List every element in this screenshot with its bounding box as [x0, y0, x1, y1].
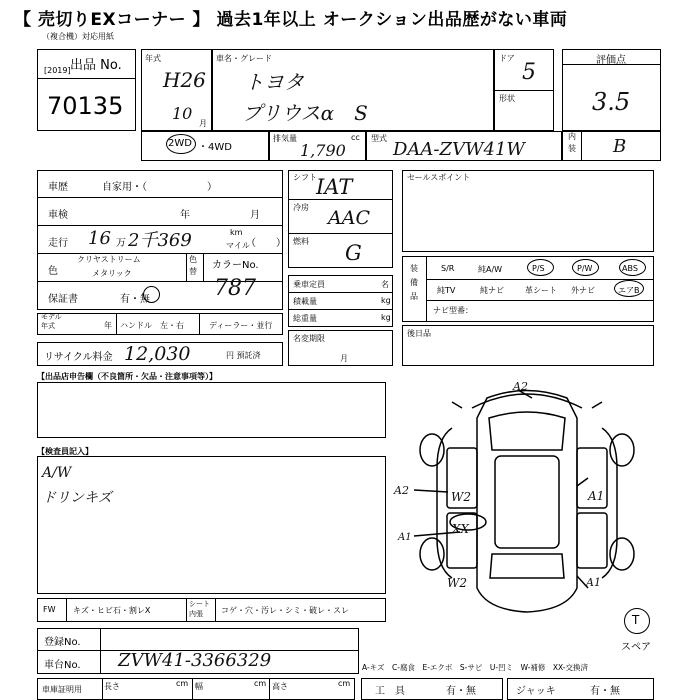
- tools-label: 工 具: [375, 686, 405, 697]
- interior-value: B: [613, 136, 627, 157]
- score-value: 3.5: [592, 88, 631, 116]
- load-label: 積載量: [293, 297, 317, 306]
- equip-leather: 革シート: [525, 286, 557, 295]
- sales-point-label: セールスポイント: [407, 173, 471, 182]
- model-row-handle: ハンドル 左・右: [120, 321, 184, 330]
- inspector-box: [37, 456, 386, 594]
- fuel-value: G: [345, 241, 362, 265]
- equip-abs-check: [619, 259, 646, 276]
- equip-airbag: エアB: [618, 286, 640, 295]
- doors-label: ドア: [499, 54, 515, 63]
- mark-a2-top: A2: [513, 380, 528, 393]
- equip-abs: ABS: [622, 264, 638, 273]
- fuel-label: 燃料: [293, 237, 309, 246]
- mark-a1-right: A1: [588, 489, 605, 503]
- cert-width-unit: cm: [254, 679, 267, 688]
- equip-ps: P/S: [532, 264, 545, 273]
- ac-value: AAC: [328, 207, 370, 229]
- warranty-label: 保証書: [48, 294, 78, 305]
- drive-2wd: 2WD: [168, 138, 192, 149]
- year-month-value: 10: [172, 104, 193, 123]
- inspection-year-unit: 年: [180, 210, 190, 221]
- drive-4wd: ・4WD: [198, 142, 232, 153]
- legend-seat-items: コゲ・穴・汚レ・シミ・破レ・スレ: [221, 606, 349, 615]
- recycle-unit: 円 預託済: [226, 351, 261, 360]
- cert-height-label: 高さ: [272, 682, 288, 691]
- later-items-label: 後日品: [407, 329, 431, 338]
- lot-label: 出品 No.: [70, 58, 122, 73]
- equip-tv: 純TV: [437, 286, 456, 295]
- shift-label: シフト: [293, 173, 317, 182]
- vehicle-label: 車名・グレード: [216, 54, 272, 63]
- recycle-value: 12,030: [124, 343, 191, 365]
- lot-year-tag: [2019]: [44, 66, 71, 75]
- weight-unit: kg: [381, 313, 391, 322]
- score-label: 評価点: [596, 55, 626, 66]
- inspection-label: 車検: [48, 210, 68, 221]
- legend-seat-label: シート内張: [189, 600, 210, 618]
- body-shape-label: 形状: [499, 94, 515, 103]
- later-items-box: [402, 325, 654, 366]
- year-era-value: H26: [163, 68, 206, 92]
- color-change-label: 色替: [189, 255, 197, 276]
- equip-pw-check: [572, 259, 599, 276]
- mark-a1-bottom: A1: [586, 576, 601, 589]
- vehicle-maker: トヨタ: [244, 70, 304, 94]
- mileage-mile-unit: マイル: [226, 241, 250, 250]
- mark-a2-left: A2: [394, 484, 409, 497]
- warranty-selected-mark: [143, 286, 160, 303]
- cert-length-label: 長さ: [104, 682, 120, 691]
- mileage-man-unit: 万: [116, 238, 126, 249]
- equip-ext-navi: 外ナビ: [571, 286, 595, 295]
- car-damage-diagram: [392, 378, 692, 618]
- color-value-2: メタリック: [92, 269, 132, 278]
- inspector-note-1: A/W: [42, 465, 72, 481]
- page-title-text: 【 売切りEXコーナー 】 過去1年以上 オークション出品歴がない車両: [14, 10, 568, 30]
- warranty-options: 有・無: [120, 294, 150, 305]
- color-value-1: クリヤストリーム: [77, 255, 141, 264]
- name-change-month-unit: 月: [340, 354, 348, 363]
- shift-value: IAT: [316, 175, 353, 199]
- mark-w2-left: W2: [451, 490, 471, 504]
- lot-number: 70135: [47, 92, 124, 120]
- ac-label: 冷房: [293, 203, 309, 212]
- displacement-label: 排気量: [273, 134, 297, 143]
- color-number-label: カラーNo.: [212, 260, 259, 271]
- mark-xx: XX: [452, 522, 470, 536]
- model-row-year-unit: 年: [104, 321, 112, 330]
- equip-airbag-check: [614, 280, 644, 297]
- chassis-label: 車台No.: [44, 660, 81, 671]
- navi-model-label: ナビ型番：: [433, 306, 473, 315]
- mark-w2-bottom: W2: [447, 576, 467, 590]
- history-label: 車歴: [48, 182, 68, 193]
- equip-aw: 純A/W: [478, 265, 503, 274]
- mileage-label: 走行: [48, 238, 68, 249]
- legend-fw-items: キズ・ヒビ石・割レX: [73, 606, 151, 615]
- cert-height-unit: cm: [338, 679, 351, 688]
- mileage-man-value: 16: [88, 228, 111, 249]
- model-row-label: モデル年式: [41, 313, 62, 330]
- color-number-value: 787: [214, 276, 256, 301]
- recycle-label: リサイクル料金: [44, 352, 113, 363]
- load-unit: kg: [381, 296, 391, 305]
- vehicle-model: プリウスα S: [242, 101, 368, 125]
- mileage-paren: （ ）: [246, 238, 286, 249]
- jack-label: ジャッキ: [516, 686, 556, 697]
- model-code-value: DAA-ZVW41W: [393, 139, 525, 160]
- model-row-dealer: ディーラー・並行: [209, 321, 273, 330]
- notes-header: 【出品店申告欄（不良箇所・欠品・注意事項等）】: [37, 372, 217, 381]
- year-label: 年式: [145, 54, 161, 63]
- spare-letter: T: [632, 613, 640, 627]
- color-label: 色: [48, 266, 58, 277]
- page-title: [0, 0, 700, 34]
- mileage-rest-value: 2千369: [128, 230, 192, 251]
- equipment-label: 装備品: [410, 264, 418, 301]
- interior-label: 内装: [568, 132, 576, 153]
- spare-label: スペア: [621, 642, 651, 653]
- displacement-unit: cc: [351, 133, 360, 142]
- damage-legend: A-キズ C-腐食 E-エクボ S-サビ U-凹ミ W-補修 XX-交換済: [362, 663, 588, 672]
- chassis-value: ZVW41-3366329: [118, 650, 272, 671]
- cert-width-label: 幅: [195, 682, 203, 691]
- legend-fw-label: FW: [43, 605, 56, 614]
- mark-a1-left: A1: [398, 532, 412, 543]
- doors-value: 5: [522, 60, 536, 85]
- jack-options: 有・無: [590, 686, 620, 697]
- displacement-value: 1,790: [300, 141, 346, 160]
- weight-label: 総重量: [293, 314, 317, 323]
- year-month-unit: 月: [199, 119, 207, 128]
- inspection-month-unit: 月: [250, 210, 260, 221]
- name-change-label: 名変期限: [293, 334, 325, 343]
- history-options: 自家用・（ ）: [102, 182, 217, 193]
- riders-unit: 名: [381, 280, 389, 289]
- equip-ps-check: [527, 259, 554, 276]
- model-code-label: 型式: [371, 134, 387, 143]
- inspector-note-2: ドリンキズ: [42, 490, 112, 506]
- cert-length-unit: cm: [176, 679, 189, 688]
- tools-options: 有・無: [446, 686, 476, 697]
- equip-navi: 純ナビ: [480, 286, 504, 295]
- form-subtitle: （複合機）対応用紙: [42, 32, 114, 41]
- equip-pw: P/W: [577, 264, 593, 273]
- equip-sr: S/R: [441, 264, 455, 273]
- reg-no-label: 登録No.: [44, 637, 81, 648]
- inspector-label: 【検査員記入】: [37, 447, 93, 456]
- cert-label: 車庫証明用: [42, 685, 82, 694]
- notes-box: [37, 382, 386, 438]
- mileage-km-unit: km: [230, 228, 243, 237]
- riders-label: 乗車定員: [293, 280, 325, 289]
